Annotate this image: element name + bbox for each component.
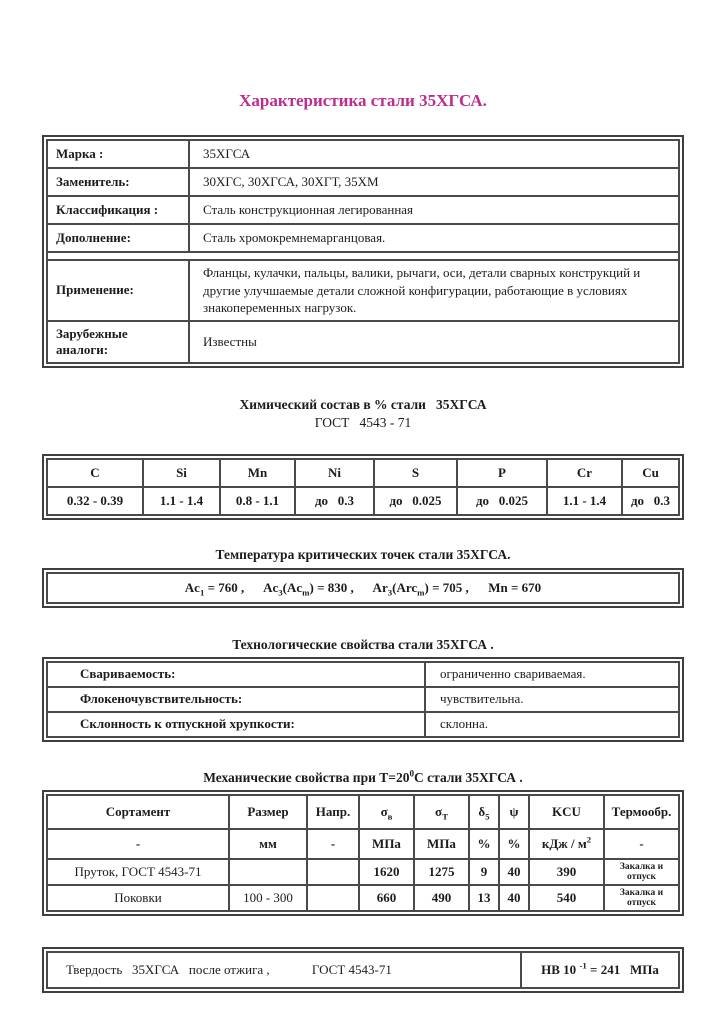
mech-header-kcu: KCU (529, 795, 604, 829)
mech-unit: % (469, 829, 499, 859)
info-label-klassifikaciya: Классификация : (47, 196, 189, 224)
table-row (47, 196, 679, 224)
tech-value-hrupkost: склонна. (425, 712, 679, 737)
chem-element: C (47, 459, 143, 487)
mech-cell-sigma-v: 660 (359, 885, 414, 911)
mech-cell-sortament: Пруток, ГОСТ 4543-71 (47, 859, 229, 885)
chem-value: 1.1 - 1.4 (547, 487, 622, 515)
chem-element: Ni (295, 459, 374, 487)
chemical-gost-subtitle: ГОСТ 4543 - 71 (314, 414, 412, 430)
mech-cell-delta5: 13 (469, 885, 499, 911)
hardness-label: Твердость 35ХГСА после отжига , ГОСТ 4543-71 (47, 952, 521, 988)
mech-cell-sigma-v: 1620 (359, 859, 414, 885)
table-row (47, 885, 679, 911)
table-row (47, 859, 679, 885)
info-value-analogi: Известны (189, 321, 679, 363)
info-table (42, 135, 684, 368)
tech-value-svarivaemost: ограниченно свариваемая. (425, 662, 679, 687)
critical-points-row (47, 573, 679, 603)
mech-unit: - (604, 829, 679, 859)
mech-cell-kcu: 540 (529, 885, 604, 911)
info-label-zamenitel: Заменитель: (47, 168, 189, 196)
spacer-cell (47, 252, 679, 260)
info-label-marka: Марка : (47, 140, 189, 168)
mech-unit: кДж / $м^2$ (529, 829, 604, 859)
mech-cell-psi: 40 (499, 885, 529, 911)
table-row (47, 662, 679, 687)
chem-element: Si (143, 459, 220, 487)
spacer-row (47, 252, 679, 260)
table-row (47, 168, 679, 196)
hardness-table (42, 947, 684, 993)
info-value-zamenitel: 30ХГС, 30ХГСА, 30ХГТ, 35ХМ (189, 168, 679, 196)
hardness-row (47, 952, 679, 988)
chem-value: до 0.025 (374, 487, 457, 515)
technological-title: Технологические свойства стали 35ХГСА . (232, 636, 494, 652)
technological-table (42, 657, 684, 742)
chemical-title: Химический состав в % стали 35ХГСА (239, 396, 487, 412)
table-row (47, 321, 679, 363)
mech-cell-termoobr: Закалка и отпуск (604, 859, 679, 885)
table-row (47, 140, 679, 168)
mechanical-units-row (47, 829, 679, 859)
chem-value: 1.1 - 1.4 (143, 487, 220, 515)
table-row (47, 712, 679, 737)
chem-element: Cu (622, 459, 679, 487)
mech-cell-psi: 40 (499, 859, 529, 885)
table-row (47, 687, 679, 712)
mech-cell-razmer: 100 - 300 (229, 885, 307, 911)
info-label-primenenie: Применение: (47, 260, 189, 321)
chem-value: 0.32 - 0.39 (47, 487, 143, 515)
mech-cell-napr (307, 859, 359, 885)
mech-unit: - (47, 829, 229, 859)
mech-header-razmer: Размер (229, 795, 307, 829)
info-value-klassifikaciya: Сталь конструкционная легированная (189, 196, 679, 224)
mech-unit: МПа (359, 829, 414, 859)
mech-unit: МПа (414, 829, 469, 859)
mech-cell-delta5: 9 (469, 859, 499, 885)
info-label-dopolnenie: Дополнение: (47, 224, 189, 252)
chem-element: P (457, 459, 547, 487)
info-value-primenenie: Фланцы, кулачки, пальцы, валики, рычаги, оси, детали сварных конструкций и другие улучшаемые детали сложной конфигурации, работающие в условиях знакопеременных нагрузок. (189, 260, 679, 321)
tech-label-floken: Флокеночувствительность: (47, 687, 425, 712)
chemical-header-row (47, 459, 679, 487)
tech-value-floken: чувствительна. (425, 687, 679, 712)
mech-cell-sigma-t: 1275 (414, 859, 469, 885)
table-row (47, 260, 679, 321)
mech-cell-napr (307, 885, 359, 911)
info-label-analogi: Зарубежные аналоги: (47, 321, 189, 363)
mech-cell-kcu: 390 (529, 859, 604, 885)
mech-cell-razmer (229, 859, 307, 885)
chem-element: Cr (547, 459, 622, 487)
chemical-table (42, 454, 684, 520)
mech-header-sigma-v: $\sigma_в$ (359, 795, 414, 829)
chem-element: S (374, 459, 457, 487)
mech-cell-sigma-t: 490 (414, 885, 469, 911)
critical-points-title: Температура критических точек стали 35ХГСА. (215, 546, 511, 562)
mech-unit: % (499, 829, 529, 859)
mechanical-title: Механические свойства при $Т=20^0С$ стали 35ХГСА . (203, 768, 523, 785)
tech-label-hrupkost: Склонность к отпускной хрупкости: (47, 712, 425, 737)
mech-cell-sortament: Поковки (47, 885, 229, 911)
mech-cell-termoobr: Закалка и отпуск (604, 885, 679, 911)
chemical-values-row (47, 487, 679, 515)
info-value-marka: 35ХГСА (189, 140, 679, 168)
mech-unit: - (307, 829, 359, 859)
chem-value: 0.8 - 1.1 (220, 487, 295, 515)
hardness-value: НВ 10 $^{-1}$ = 241 МПа (521, 952, 679, 988)
info-value-dopolnenie: Сталь хромокремнемарганцовая. (189, 224, 679, 252)
mech-header-sigma-t: $\sigma_Т$ (414, 795, 469, 829)
page-title: Характеристика стали 35ХГСА. (239, 91, 487, 110)
mech-header-delta5: $\delta_5$ (469, 795, 499, 829)
chem-value: до 0.3 (622, 487, 679, 515)
mech-header-psi: ψ (499, 795, 529, 829)
mechanical-table (42, 790, 684, 916)
tech-label-svarivaemost: Свариваемость: (47, 662, 425, 687)
critical-points-line: $Ac_1 = 760$ , $Ac_3(Ac_m) = 830$ , $Ar_3(Arc_m) = 705$ , Mn = 670 (47, 573, 679, 603)
mechanical-header-row (47, 795, 679, 829)
chem-element: Mn (220, 459, 295, 487)
document-content (0, 90, 724, 993)
mech-unit: мм (229, 829, 307, 859)
mech-header-sortament: Сортамент (47, 795, 229, 829)
chem-value: до 0.025 (457, 487, 547, 515)
mech-header-termoobr: Термообр. (604, 795, 679, 829)
table-row (47, 224, 679, 252)
critical-points-table (42, 568, 684, 608)
chem-value: до 0.3 (295, 487, 374, 515)
mech-header-napr: Напр. (307, 795, 359, 829)
